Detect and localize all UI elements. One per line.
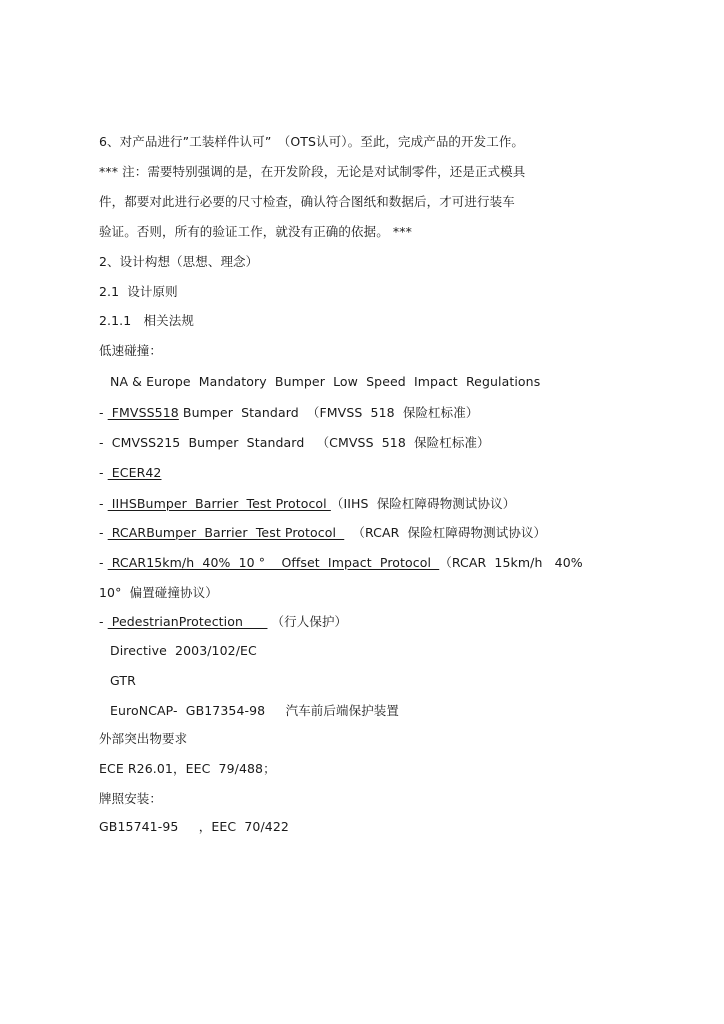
rcar-link[interactable]: RCARBumper Barrier Test Protocol xyxy=(107,525,345,540)
rcar-15kmh-item xyxy=(99,555,583,571)
heading-2-1-1: 2.1.1 相关法规 xyxy=(99,313,194,328)
fmvss-description: Bumper Standard （FMVSS 518 保险杠标准） xyxy=(178,405,479,420)
iihs-description: （IIHS 保险杠障碍物测试协议） xyxy=(330,496,516,511)
rcar-15kmh-description: （RCAR 15km/h 40% xyxy=(439,555,583,570)
list-dash: - xyxy=(99,555,108,570)
plate-install-label: 牌照安装： xyxy=(99,791,163,806)
heading-2: 2、设计构想（思想、理念） xyxy=(99,254,259,269)
cmvss-item: - CMVSS215 Bumper Standard （CMVSS 518 保险杠标准） xyxy=(99,435,490,450)
fmvss-item xyxy=(99,405,478,421)
pedestrian-link[interactable]: PedestrianProtection xyxy=(107,614,268,629)
iihs-item xyxy=(99,496,515,512)
paragraph-step-6: 6、对产品进行”工装样件认可” （OTS认可）。至此，完成产品的开发工作。 xyxy=(99,134,525,149)
note-line-2: 件，都要对此进行必要的尺寸检查，确认符合图纸和数据后，才可进行装车 xyxy=(99,194,515,209)
note-line-1: *** 注：需要特别强调的是，在开发阶段，无论是对试制零件，还是正式模具 xyxy=(99,164,526,179)
note-line-3: 验证。否则，所有的验证工作，就没有正确的依据。 *** xyxy=(99,224,412,239)
list-dash: - xyxy=(99,405,108,420)
rcar-15kmh-continuation: 10° 偏置碰撞协议） xyxy=(99,585,218,600)
list-dash: - xyxy=(99,614,108,629)
directive-item: Directive 2003/102/EC xyxy=(110,643,257,658)
heading-2-1: 2.1 设计原则 xyxy=(99,284,178,299)
euroncap-item: EuroNCAP- GB17354-98 汽车前后端保护装置 xyxy=(110,703,399,718)
na-europe-regulations: NA & Europe Mandatory Bumper Low Speed Impact Regulations xyxy=(110,374,541,389)
rcar-description: （RCAR 保险杠障碍物测试协议） xyxy=(344,525,547,540)
fmvss-link[interactable]: FMVSS518 xyxy=(107,405,179,420)
pedestrian-description: （行人保护） xyxy=(267,614,348,629)
ece-r42-item xyxy=(99,465,161,481)
list-dash: - xyxy=(99,496,108,511)
low-speed-label: 低速碰撞： xyxy=(99,343,163,358)
list-dash: - xyxy=(99,465,108,480)
gb15741-item: GB15741-95 ，EEC 70/422 xyxy=(99,819,289,834)
iihs-link[interactable]: IIHSBumper Barrier Test Protocol xyxy=(107,496,331,511)
rcar-item xyxy=(99,525,546,541)
ece-r26-item: ECE R26.01，EEC 79/488； xyxy=(99,761,276,776)
rcar-15kmh-link[interactable]: RCAR15km/h 40% 10 ° Offset Impact Protocol xyxy=(107,555,440,570)
ece-r42-link[interactable]: ECER42 xyxy=(107,465,162,480)
list-dash: - xyxy=(99,525,108,540)
gtr-item: GTR xyxy=(110,673,136,688)
pedestrian-item xyxy=(99,614,347,630)
protrusion-label: 外部突出物要求 xyxy=(99,731,188,746)
